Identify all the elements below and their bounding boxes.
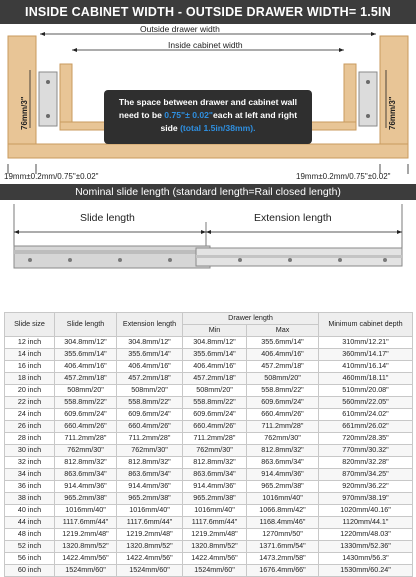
table-row — [5, 517, 413, 529]
header-min-cabinet-depth: Minimum cabinet depth — [319, 313, 413, 337]
table-row — [5, 361, 413, 373]
inside-cabinet-width-label: Inside cabinet width — [168, 40, 243, 50]
table-cell: 560mm/22.05" — [319, 397, 413, 409]
table-row — [5, 433, 413, 445]
table-cell: 406.4mm/16" — [183, 361, 247, 373]
table-row — [5, 469, 413, 481]
header-slide-size: Slide size — [5, 313, 55, 337]
table-cell: 770mm/30.32" — [319, 445, 413, 457]
table-cell: 965.2mm/38" — [117, 493, 183, 505]
table-cell: 610mm/24.02" — [319, 409, 413, 421]
table-cell: 20 inch — [5, 385, 55, 397]
table-cell: 965.2mm/38" — [247, 481, 319, 493]
table-cell: 1270mm/50" — [247, 529, 319, 541]
table-cell: 460mm/18.11" — [319, 373, 413, 385]
table-cell: 1524mm/60" — [117, 565, 183, 577]
header-drawer-length: Drawer length — [183, 313, 319, 325]
table-cell: 355.6mm/14" — [117, 349, 183, 361]
table-cell: 457.2mm/18" — [117, 373, 183, 385]
table-row — [5, 421, 413, 433]
table-cell: 914.4mm/36" — [55, 481, 117, 493]
table-cell: 558.8mm/22" — [183, 397, 247, 409]
table-cell: 508mm/20" — [183, 385, 247, 397]
slide-length-label: Slide length — [80, 212, 135, 224]
table-cell: 508mm/20" — [55, 385, 117, 397]
drawer-side-right — [344, 64, 356, 130]
table-cell: 310mm/12.21" — [319, 337, 413, 349]
table-cell: 1219.2mm/48" — [183, 529, 247, 541]
table-cell: 1422.4mm/56" — [183, 553, 247, 565]
table-row — [5, 385, 413, 397]
table-cell: 1473.2mm/58" — [247, 553, 319, 565]
callout-line-1: The space between drawer and cabinet wall — [118, 97, 298, 107]
cabinet-diagram — [0, 24, 416, 184]
table-cell: 36 inch — [5, 481, 55, 493]
table-cell: 48 inch — [5, 529, 55, 541]
table-row — [5, 529, 413, 541]
table-cell: 1117.6mm/44" — [183, 517, 247, 529]
table-row — [5, 373, 413, 385]
table-cell: 720mm/28.35" — [319, 433, 413, 445]
rail-outer — [14, 246, 210, 268]
table-cell: 1320.8mm/52" — [117, 541, 183, 553]
table-row — [5, 505, 413, 517]
table-row — [5, 445, 413, 457]
table-cell: 661mm/26.02" — [319, 421, 413, 433]
table-cell: 52 inch — [5, 541, 55, 553]
header-slide-length: Slide length — [55, 313, 117, 337]
table-cell: 965.2mm/38" — [183, 493, 247, 505]
table-cell: 22 inch — [5, 397, 55, 409]
table-cell: 1117.6mm/44" — [55, 517, 117, 529]
table-cell: 44 inch — [5, 517, 55, 529]
nominal-length-banner: Nominal slide length (standard length=Rail closed length) — [0, 184, 416, 200]
table-cell: 56 inch — [5, 553, 55, 565]
table-cell: 1371.6mm/54" — [247, 541, 319, 553]
table-cell: 762mm/30" — [117, 445, 183, 457]
table-cell: 28 inch — [5, 433, 55, 445]
table-cell: 360mm/14.17" — [319, 349, 413, 361]
table-cell: 457.2mm/18" — [247, 361, 319, 373]
table-cell: 1422.4mm/56" — [117, 553, 183, 565]
table-cell: 711.2mm/28" — [247, 421, 319, 433]
table-cell: 1320.8mm/52" — [55, 541, 117, 553]
table-cell: 304.8mm/12" — [183, 337, 247, 349]
table-cell: 863.6mm/34" — [247, 457, 319, 469]
table-cell: 660.4mm/26" — [183, 421, 247, 433]
table-cell: 820mm/32.28" — [319, 457, 413, 469]
table-cell: 38 inch — [5, 493, 55, 505]
table-cell: 609.6mm/24" — [117, 409, 183, 421]
table-cell: 711.2mm/28" — [183, 433, 247, 445]
table-cell: 1220mm/48.03" — [319, 529, 413, 541]
table-cell: 660.4mm/26" — [247, 409, 319, 421]
outside-drawer-width-label: Outside drawer width — [140, 24, 220, 34]
table-cell: 1120mm/44.1" — [319, 517, 413, 529]
table-cell: 558.8mm/22" — [55, 397, 117, 409]
table-row — [5, 493, 413, 505]
table-cell: 970mm/38.19" — [319, 493, 413, 505]
cabinet-bottom — [8, 144, 408, 158]
table-cell: 762mm/30" — [55, 445, 117, 457]
header-banner: INSIDE CABINET WIDTH - OUTSIDE DRAWER WIDTH= 1.5IN — [0, 0, 416, 24]
table-cell: 1016mm/40" — [117, 505, 183, 517]
table-cell: 1676.4mm/66" — [247, 565, 319, 577]
table-cell: 32 inch — [5, 457, 55, 469]
table-cell: 457.2mm/18" — [183, 373, 247, 385]
table-cell: 406.4mm/16" — [55, 361, 117, 373]
table-cell: 30 inch — [5, 445, 55, 457]
table-cell: 863.6mm/34" — [117, 469, 183, 481]
table-cell: 609.6mm/24" — [183, 409, 247, 421]
table-row — [5, 337, 413, 349]
table-cell: 24 inch — [5, 409, 55, 421]
table-cell: 355.6mm/14" — [247, 337, 319, 349]
height-label-left: 76mm/3" — [20, 96, 29, 130]
table-cell: 1066.8mm/42" — [247, 505, 319, 517]
table-cell: 16 inch — [5, 361, 55, 373]
table-cell: 26 inch — [5, 421, 55, 433]
table-cell: 812.8mm/32" — [183, 457, 247, 469]
table-cell: 406.4mm/16" — [117, 361, 183, 373]
table-cell: 863.6mm/34" — [183, 469, 247, 481]
height-label-right: 76mm/3" — [388, 96, 397, 130]
table-cell: 34 inch — [5, 469, 55, 481]
table-row — [5, 397, 413, 409]
table-cell: 406.4mm/16" — [247, 349, 319, 361]
table-cell: 1219.2mm/48" — [55, 529, 117, 541]
table-cell: 914.4mm/36" — [183, 481, 247, 493]
slide-diagram — [0, 184, 416, 306]
table-row — [5, 481, 413, 493]
table-cell: 14 inch — [5, 349, 55, 361]
extension-length-label: Extension length — [254, 212, 332, 224]
table-cell: 762mm/30" — [183, 445, 247, 457]
table-cell: 558.8mm/22" — [247, 385, 319, 397]
table-row — [5, 409, 413, 421]
table-cell: 812.8mm/32" — [247, 445, 319, 457]
header-extension-length: Extension length — [117, 313, 183, 337]
table-cell: 609.6mm/24" — [247, 397, 319, 409]
table-cell: 1016mm/40" — [55, 505, 117, 517]
drawer-side-left — [60, 64, 72, 130]
table-cell: 812.8mm/32" — [117, 457, 183, 469]
table-cell: 1430mm/56.3" — [319, 553, 413, 565]
table-cell: 18 inch — [5, 373, 55, 385]
table-cell: 1219.2mm/48" — [117, 529, 183, 541]
table-cell: 558.8mm/22" — [117, 397, 183, 409]
table-cell: 870mm/34.25" — [319, 469, 413, 481]
table-cell: 355.6mm/14" — [183, 349, 247, 361]
table-cell: 355.6mm/14" — [55, 349, 117, 361]
table-cell: 60 inch — [5, 565, 55, 577]
table-cell: 410mm/16.14" — [319, 361, 413, 373]
table-cell: 1016mm/40" — [183, 505, 247, 517]
table-cell: 660.4mm/26" — [55, 421, 117, 433]
table-cell: 1320.8mm/52" — [183, 541, 247, 553]
table-row — [5, 565, 413, 577]
callout-line-3: side (total 1.5in/38mm). — [160, 123, 256, 133]
table-cell: 711.2mm/28" — [55, 433, 117, 445]
table-cell: 508mm/20" — [247, 373, 319, 385]
table-cell: 1524mm/60" — [55, 565, 117, 577]
header-min: Min — [183, 325, 247, 337]
header-max: Max — [247, 325, 319, 337]
table-cell: 1016mm/40" — [247, 493, 319, 505]
table-cell: 1020mm/40.16" — [319, 505, 413, 517]
table-cell: 609.6mm/24" — [55, 409, 117, 421]
table-row — [5, 349, 413, 361]
table-cell: 660.4mm/26" — [117, 421, 183, 433]
table-cell: 762mm/30" — [247, 433, 319, 445]
table-cell: 1168.4mm/46" — [247, 517, 319, 529]
table-cell: 863.6mm/34" — [55, 469, 117, 481]
table-cell: 965.2mm/38" — [55, 493, 117, 505]
table-cell: 508mm/20" — [117, 385, 183, 397]
spacing-callout — [104, 90, 312, 144]
table-cell: 914.4mm/36" — [247, 469, 319, 481]
table-cell: 12 inch — [5, 337, 55, 349]
table-cell: 711.2mm/28" — [117, 433, 183, 445]
table-cell: 1117.6mm/44" — [117, 517, 183, 529]
table-cell: 40 inch — [5, 505, 55, 517]
callout-line-2: need to be 0.75"± 0.02"each at left and right — [118, 110, 298, 120]
table-cell: 1422.4mm/56" — [55, 553, 117, 565]
table-cell: 304.8mm/12" — [117, 337, 183, 349]
table-cell: 304.8mm/12" — [55, 337, 117, 349]
table-row — [5, 541, 413, 553]
table-row — [5, 457, 413, 469]
table-cell: 457.2mm/18" — [55, 373, 117, 385]
gap-label-left: 19mm±0.2mm/0.75"±0.02" — [4, 172, 99, 181]
table-cell: 1330mm/52.36" — [319, 541, 413, 553]
table-cell: 920mm/36.22" — [319, 481, 413, 493]
gap-label-right: 19mm±0.2mm/0.75"±0.02" — [296, 172, 391, 181]
table-cell: 510mm/20.08" — [319, 385, 413, 397]
table-row — [5, 553, 413, 565]
table-cell: 1524mm/60" — [183, 565, 247, 577]
table-cell: 1530mm/60.24" — [319, 565, 413, 577]
table-cell: 812.8mm/32" — [55, 457, 117, 469]
slide-drawing — [0, 200, 416, 306]
size-table — [4, 312, 412, 575]
table-cell: 914.4mm/36" — [117, 481, 183, 493]
